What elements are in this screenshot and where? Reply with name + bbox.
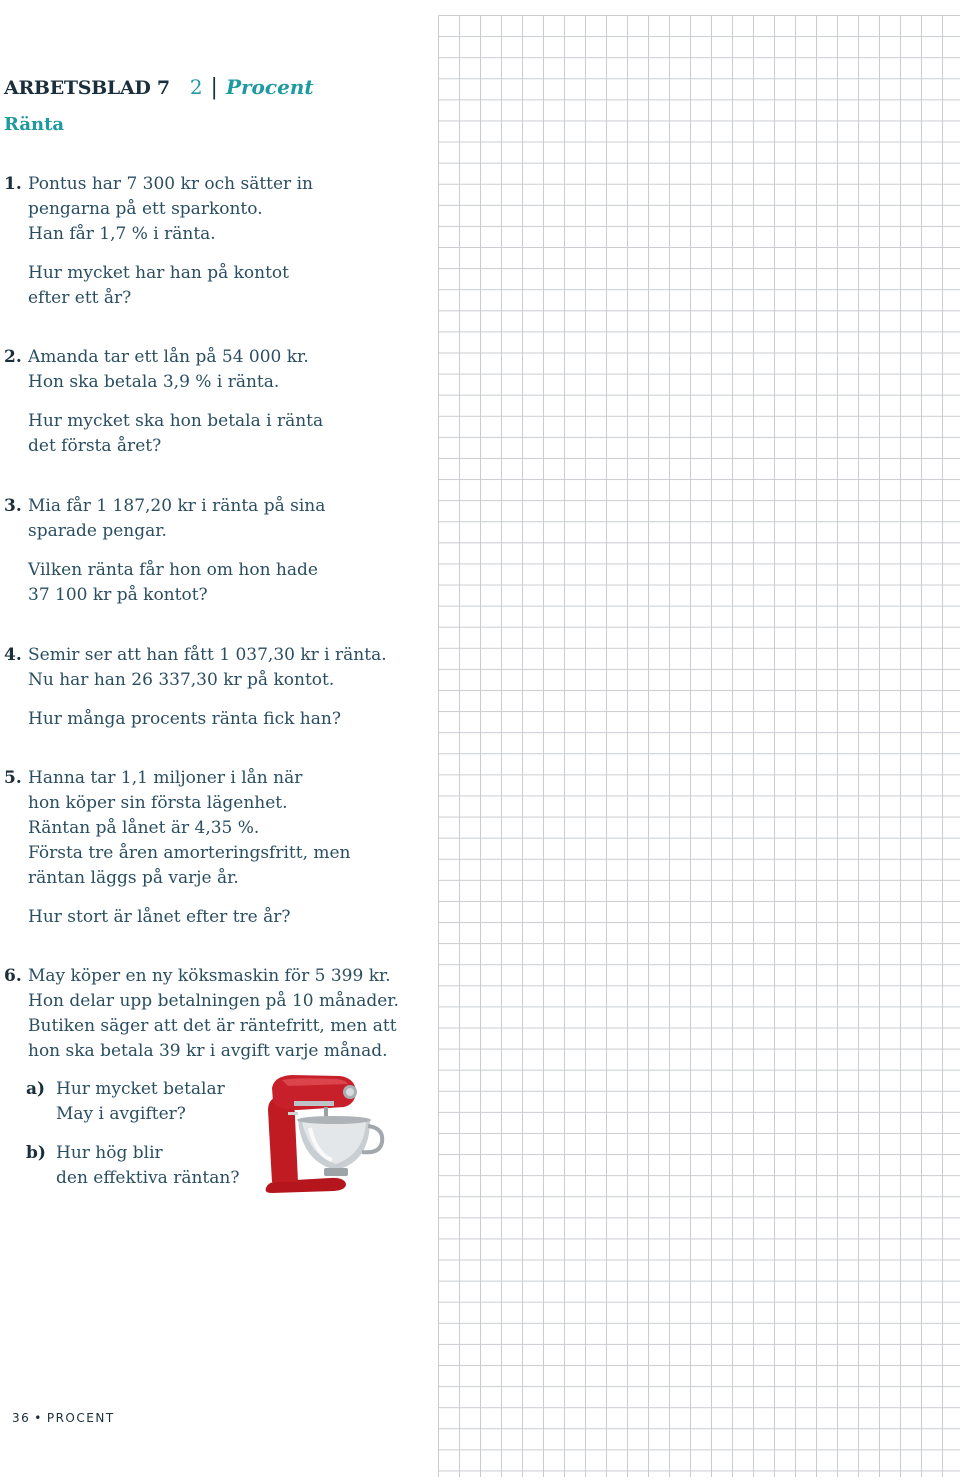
task-text: Butiken säger att det är räntefritt, men att	[28, 1016, 397, 1036]
subtask-text: Hur hög blir	[56, 1143, 163, 1163]
worksheet-header	[4, 75, 314, 100]
chapter-number: 2	[189, 75, 203, 99]
task-text: May köper en ny köksmaskin för 5 399 kr.	[28, 966, 391, 986]
footer-dot: •	[34, 1411, 43, 1425]
task-text: pengarna på ett sparkonto.	[28, 199, 263, 219]
task-question: Hur mycket har han på kontot	[28, 263, 290, 283]
task-text: Hon ska betala 3,9 % i ränta.	[28, 372, 280, 392]
task-number: 3.	[4, 496, 22, 516]
task-text: Hanna tar 1,1 miljoner i lån när	[28, 768, 303, 788]
page-footer	[12, 1411, 115, 1425]
task-text: hon ska betala 39 kr i avgift varje månad.	[28, 1041, 388, 1061]
stand-mixer-icon	[258, 1070, 388, 1195]
task-text: Nu har han 26 337,30 kr på kontot.	[28, 670, 335, 690]
graph-paper-grid	[430, 0, 960, 1482]
chapter-name: Procent	[225, 75, 314, 99]
task-text: Amanda tar ett lån på 54 000 kr.	[28, 347, 309, 367]
task-5	[4, 766, 351, 930]
task-number: 1.	[4, 174, 22, 194]
task-text: Hon delar upp betalningen på 10 månader.	[28, 991, 399, 1011]
task-text: Han får 1,7 % i ränta.	[28, 224, 216, 244]
section-subtitle: Ränta	[4, 114, 65, 135]
task-question: Hur många procents ränta fick han?	[28, 709, 341, 729]
subtask-text: Hur mycket betalar	[56, 1079, 225, 1099]
subtask-text: May i avgifter?	[56, 1104, 186, 1124]
subtask-a	[26, 1077, 225, 1127]
task-6	[4, 964, 399, 1064]
task-text: Pontus har 7 300 kr och sätter in	[28, 174, 313, 194]
task-question: Hur stort är lånet efter tre år?	[28, 907, 291, 927]
subtask-letter: a)	[26, 1079, 46, 1099]
footer-section: PROCENT	[46, 1411, 115, 1425]
task-2	[4, 345, 323, 459]
subtask-b	[26, 1141, 239, 1191]
task-text: Första tre åren amorteringsfritt, men	[28, 843, 351, 863]
chapter-separator: |	[210, 75, 218, 100]
task-text: sparade pengar.	[28, 521, 167, 541]
task-text: Semir ser att han fått 1 037,30 kr i ränta.	[28, 645, 387, 665]
task-number: 4.	[4, 645, 22, 665]
task-question: Hur mycket ska hon betala i ränta	[28, 411, 324, 431]
task-text: hon köper sin första lägenhet.	[28, 793, 288, 813]
page-number: 36	[12, 1411, 31, 1425]
task-1	[4, 172, 313, 311]
task-text: räntan läggs på varje år.	[28, 868, 239, 888]
task-question: Vilken ränta får hon om hon hade	[28, 560, 318, 580]
task-3	[4, 494, 325, 608]
task-question: 37 100 kr på kontot?	[28, 585, 208, 605]
task-number: 2.	[4, 347, 22, 367]
task-number: 5.	[4, 768, 22, 788]
task-text: Räntan på lånet är 4,35 %.	[28, 818, 260, 838]
subtask-text: den effektiva räntan?	[56, 1168, 240, 1188]
sheet-title: ARBETSBLAD 7	[4, 77, 170, 99]
task-question: det första året?	[28, 436, 162, 456]
task-question: efter ett år?	[28, 288, 132, 308]
task-4	[4, 643, 387, 732]
task-text: Mia får 1 187,20 kr i ränta på sina	[28, 496, 326, 516]
task-number: 6.	[4, 966, 22, 986]
subtask-letter: b)	[26, 1143, 46, 1163]
